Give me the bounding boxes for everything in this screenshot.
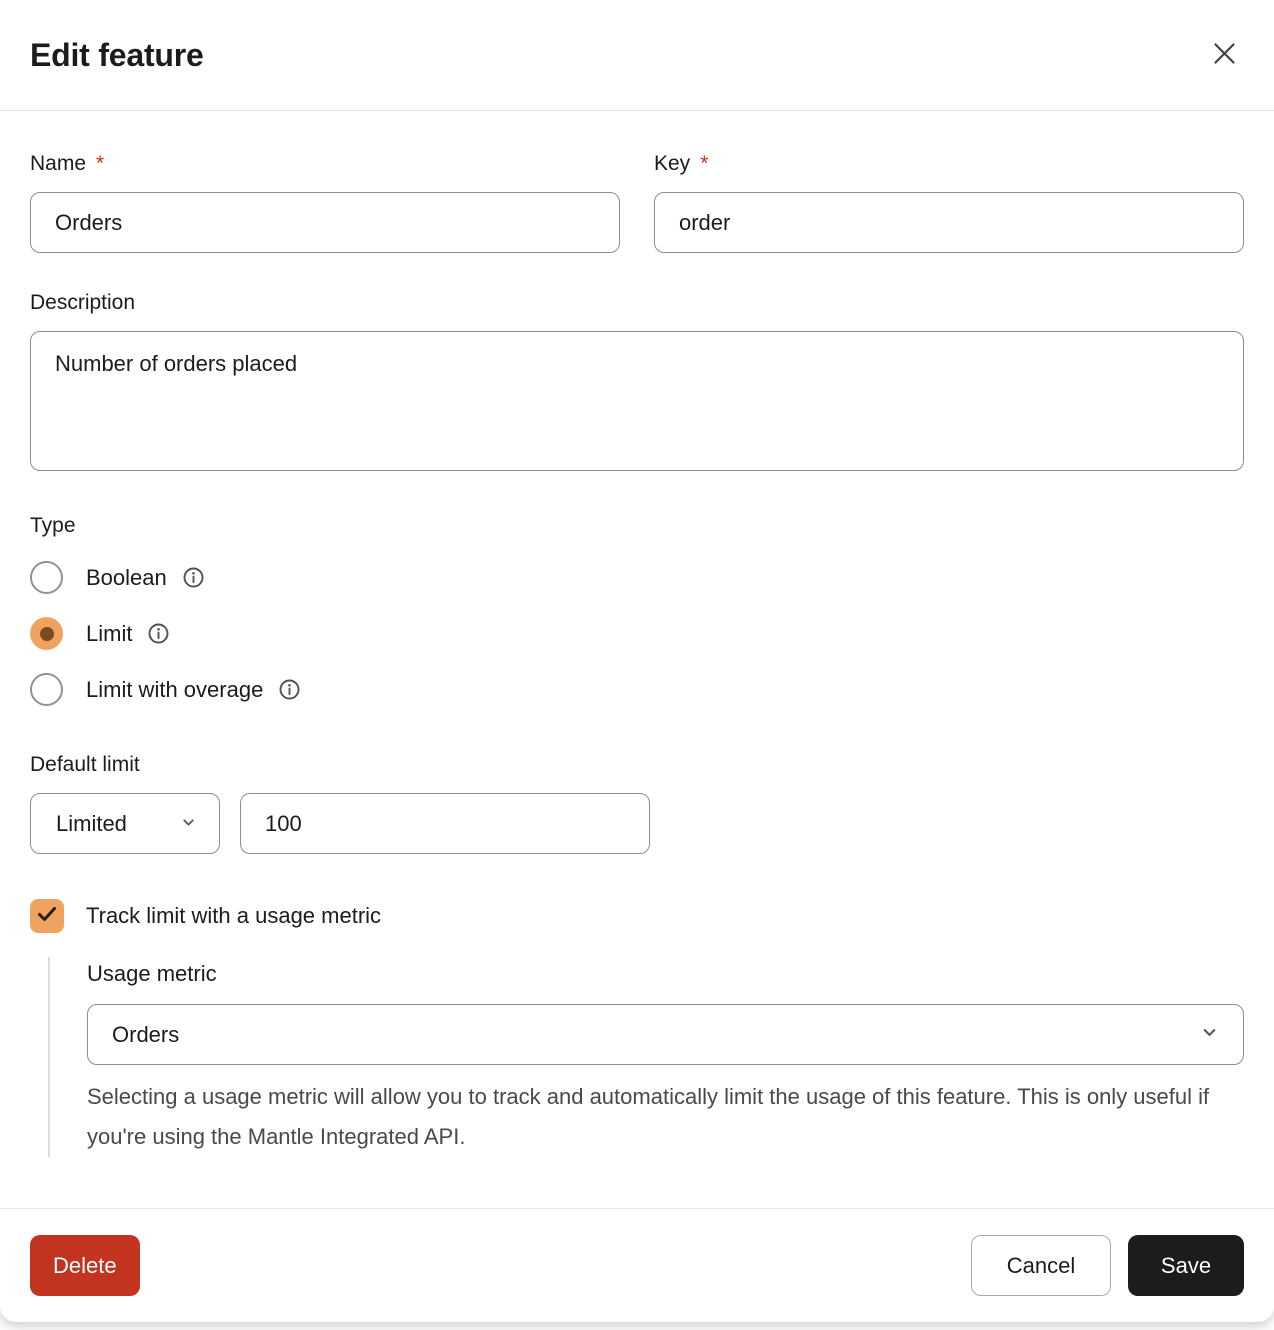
- key-field-group: [654, 152, 1244, 253]
- key-label: Key *: [654, 152, 709, 175]
- track-limit-label: Track limit with a usage metric: [86, 903, 382, 928]
- save-button[interactable]: Save: [1128, 1235, 1244, 1296]
- close-icon: [1211, 40, 1238, 70]
- info-icon[interactable]: [147, 622, 170, 645]
- type-radio-group: [30, 561, 1244, 706]
- description-textarea[interactable]: [30, 331, 1244, 471]
- radio-option-boolean[interactable]: [30, 561, 1244, 594]
- limit-amount-input[interactable]: [240, 793, 650, 854]
- usage-metric-value: Orders: [112, 1021, 180, 1047]
- usage-metric-section: [48, 957, 1244, 1157]
- required-asterisk: *: [96, 152, 105, 175]
- type-field-group: [30, 514, 1244, 706]
- default-limit-controls: [30, 793, 1244, 854]
- check-icon: [35, 902, 59, 931]
- radio-checked[interactable]: [30, 617, 63, 650]
- modal-body: [0, 152, 1274, 1157]
- chevron-down-icon: [180, 811, 197, 837]
- radio-label: Boolean: [86, 564, 167, 590]
- key-input[interactable]: [654, 192, 1244, 253]
- name-field-group: [30, 152, 620, 253]
- name-key-row: [30, 152, 1244, 253]
- description-label: Description: [30, 291, 136, 314]
- radio-label: Limit with overage: [86, 676, 264, 702]
- usage-metric-help-text: Selecting a usage metric will allow you to track and automatically limit the usage of this feature. This is only useful if you're using the Mantle Integrated API.: [87, 1084, 1210, 1149]
- modal-title: Edit feature: [30, 36, 204, 73]
- modal-footer: [0, 1208, 1274, 1322]
- type-label: Type: [30, 514, 76, 537]
- modal-header: [0, 0, 1274, 111]
- required-asterisk: *: [700, 152, 709, 175]
- default-limit-label: Default limit: [30, 753, 140, 776]
- limited-select-value: Limited: [56, 810, 127, 836]
- name-label: Name *: [30, 152, 105, 175]
- track-limit-checkbox-row[interactable]: [30, 899, 1244, 933]
- cancel-button[interactable]: Cancel: [971, 1235, 1111, 1296]
- delete-button[interactable]: Delete: [30, 1235, 140, 1296]
- footer-right-group: [971, 1235, 1244, 1296]
- checkbox-checked[interactable]: [30, 899, 64, 933]
- usage-metric-select[interactable]: [87, 1004, 1244, 1065]
- chevron-down-icon: [1200, 1022, 1219, 1048]
- limited-select[interactable]: [30, 793, 220, 854]
- radio-unchecked[interactable]: [30, 561, 63, 594]
- info-icon[interactable]: [278, 678, 301, 701]
- close-button[interactable]: [1204, 35, 1244, 75]
- usage-metric-label: Usage metric: [87, 961, 217, 986]
- default-limit-group: [30, 753, 1244, 854]
- description-field-group: [30, 291, 1244, 476]
- radio-unchecked[interactable]: [30, 673, 63, 706]
- info-icon[interactable]: [182, 566, 205, 589]
- radio-option-limit-with-overage[interactable]: [30, 673, 1244, 706]
- name-input[interactable]: [30, 192, 620, 253]
- radio-label: Limit: [86, 620, 133, 646]
- radio-option-limit[interactable]: [30, 617, 1244, 650]
